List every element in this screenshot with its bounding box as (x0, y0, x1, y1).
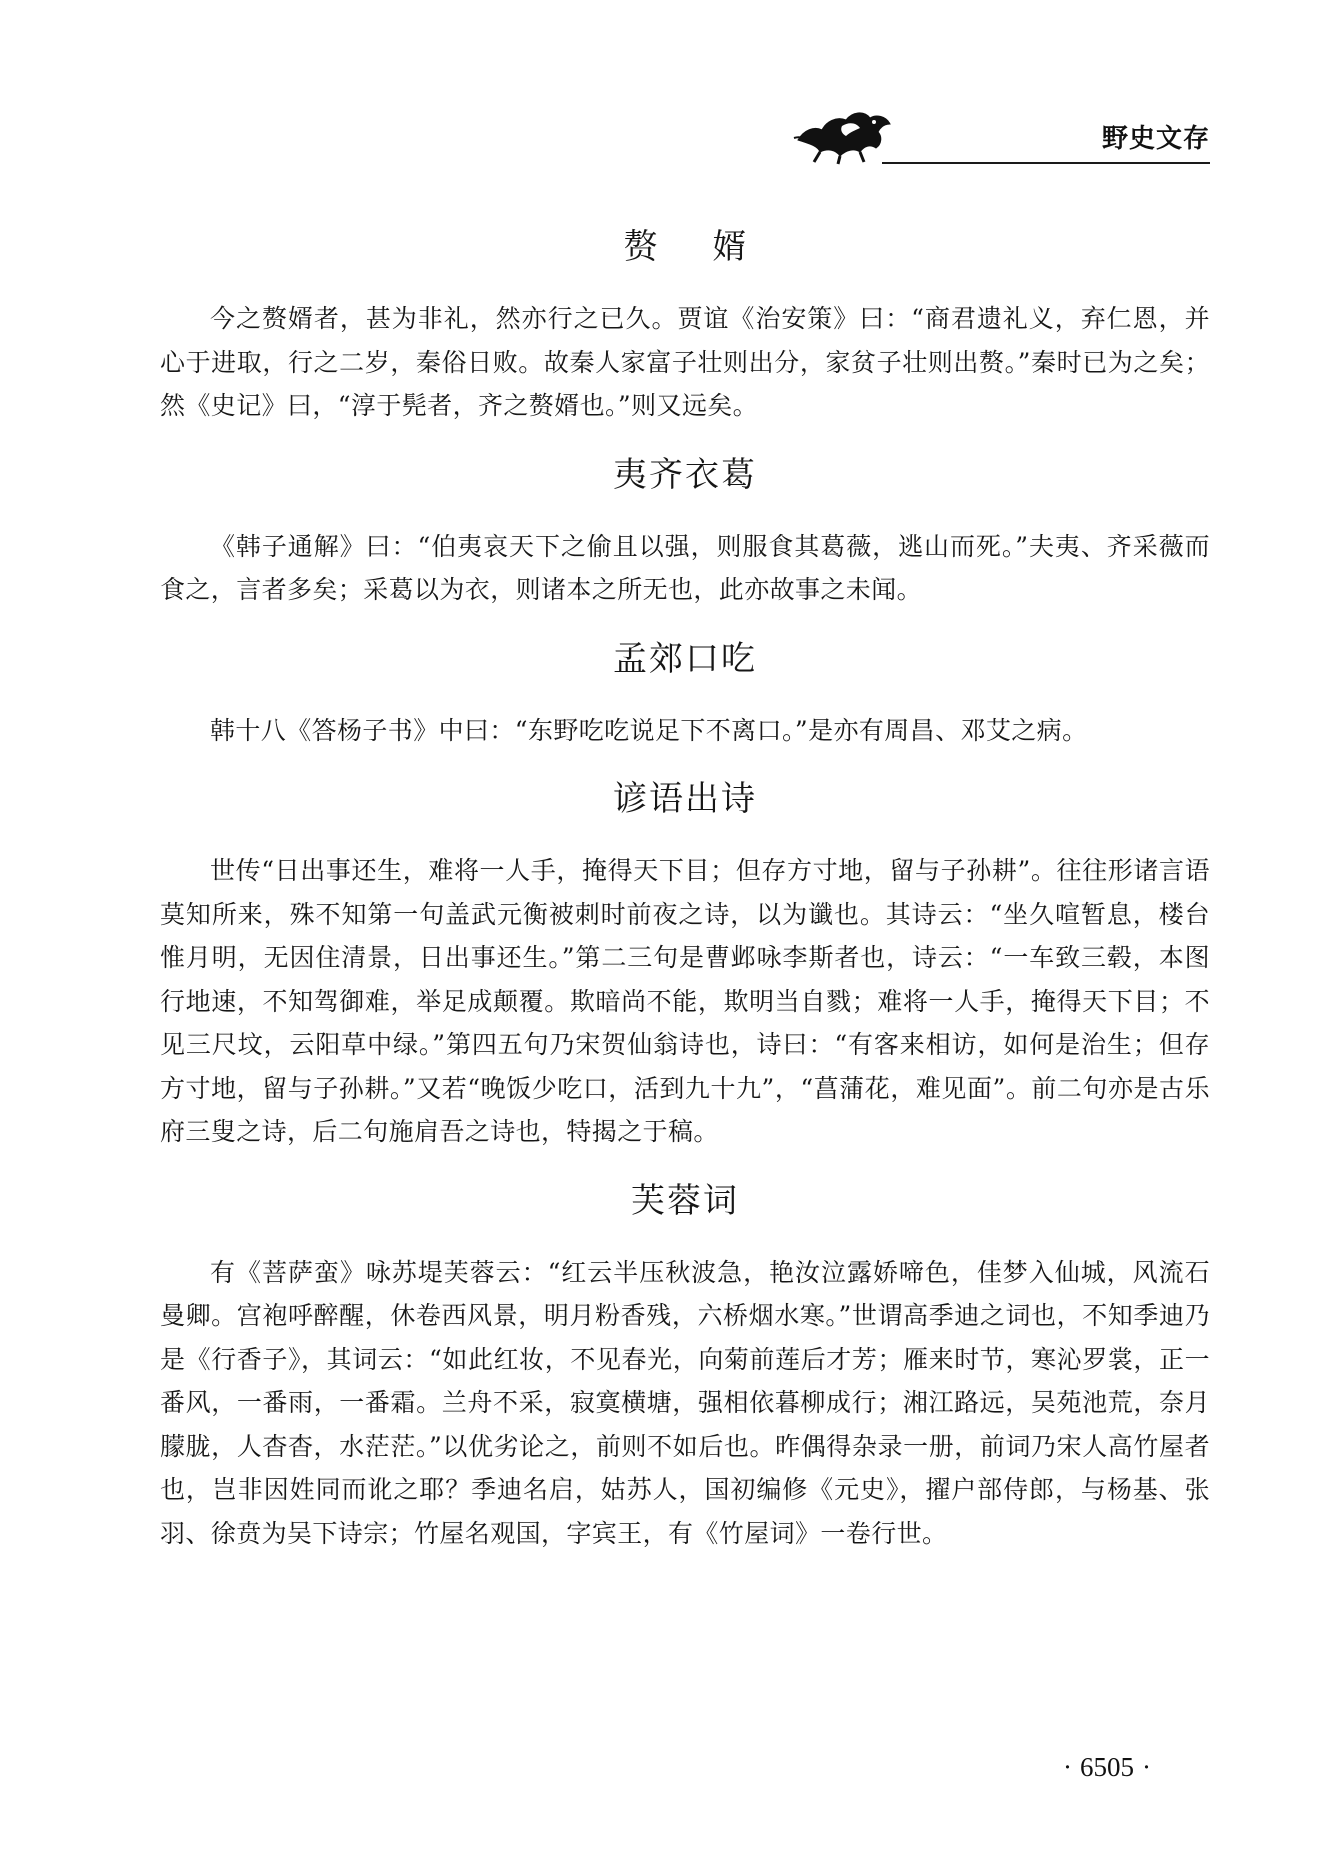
section-title: 谚语出诗 (613, 779, 757, 819)
paragraph: 《韩子通解》曰：“伯夷哀天下之偷且以强，则服食其葛薇，逃山而死。”夫夷、齐采薇而食之，言者多矣；采葛以为衣，则诸本之所无也，此亦故事之未闻。 (160, 531, 1210, 604)
dragon-icon (790, 100, 900, 166)
page-number (1055, 1752, 1159, 1783)
article-body (160, 200, 1210, 1555)
section-yanyu-chushi (160, 779, 1210, 1154)
section-furong-ci (160, 1180, 1210, 1556)
section-yiqi-yige (160, 454, 1210, 612)
section-title: 夷齐衣葛 (613, 454, 757, 495)
section-mengjiao-kouchi (160, 638, 1210, 753)
paragraph: 韩十八《答杨子书》中曰：“东野吃吃说足下不离口。”是亦有周昌、邓艾之病。 (210, 715, 1088, 745)
header-divider (882, 162, 1210, 164)
section-title: 芙蓉词 (631, 1180, 739, 1221)
bullet-left: · (1063, 1752, 1072, 1782)
section-title: 孟郊口吃 (613, 638, 757, 679)
section-zhuixu (160, 227, 1210, 428)
running-header (790, 100, 1210, 170)
bullet-right: · (1142, 1752, 1151, 1782)
paragraph: 世传“日出事还生，难将一人手，掩得天下目；但存方寸地，留与子孙耕”。往往形诸言语莫知所来，殊不知第一句盖武元衡被刺时前夜之诗，以为谶也。其诗云：“坐久喧暂息，楼台惟月明，无因住清景，日出事还生。”第二三句是曹邺咏李斯者也，诗云：“一车致三毂，本图行地速，不知驾御难，举足成颠覆。欺暗尚不能，欺明当自戮；难将一人手，掩得天下目；不见三尺坟，云阳草中绿。”第四五句乃宋贺仙翁诗也，诗曰：“有客来相访，如何是治生；但存方寸地，留与子孙耕。”又若“晚饭少吃口，活到九十九”，“菖蒲花，难见面”。前二句亦是古乐府三叟之诗，后二句施肩吾之诗也，特揭之于稿。 (160, 856, 1210, 1146)
section-title: 赘 婿 (623, 227, 769, 267)
paragraph: 今之赘婿者，甚为非礼，然亦行之已久。贾谊《治安策》曰：“商君遗礼义，弃仁恩，并心于进取，行之二岁，秦俗日败。故秦人家富子壮则出分，家贫子壮则出赘。”秦时已为之矣；然《史记》曰，“淳于髡者，齐之赘婿也。”则又远矣。 (160, 304, 1210, 420)
paragraph: 有《菩萨蛮》咏苏堤芙蓉云：“红云半压秋波急，艳汝泣露娇啼色，佳梦入仙城，风流石曼卿。宫袍呼醉醒，休卷西风景，明月粉香残，六桥烟水寒。”世谓高季迪之词也，不知季迪乃是《行香子》，其词云：“如此红妆，不见春光，向菊前莲后才芳；雁来时节，寒沁罗裳，正一番风，一番雨，一番霜。兰舟不采，寂寞横塘，强相依暮柳成行；湘江路远，吴苑池荒，奈月朦胧，人杳杳，水茫茫。”以优劣论之，前则不如后也。昨偶得杂录一册，前词乃宋人高竹屋者也，岂非因姓同而讹之耶？季迪名启，姑苏人，国初编修《元史》，擢户部侍郎，与杨基、张羽、徐贲为吴下诗宗；竹屋名观国，字宾王，有《竹屋词》一卷行世。 (160, 1257, 1210, 1548)
header-title: 野史文存 (1101, 124, 1210, 154)
page-number-value: 6505 (1080, 1752, 1134, 1782)
